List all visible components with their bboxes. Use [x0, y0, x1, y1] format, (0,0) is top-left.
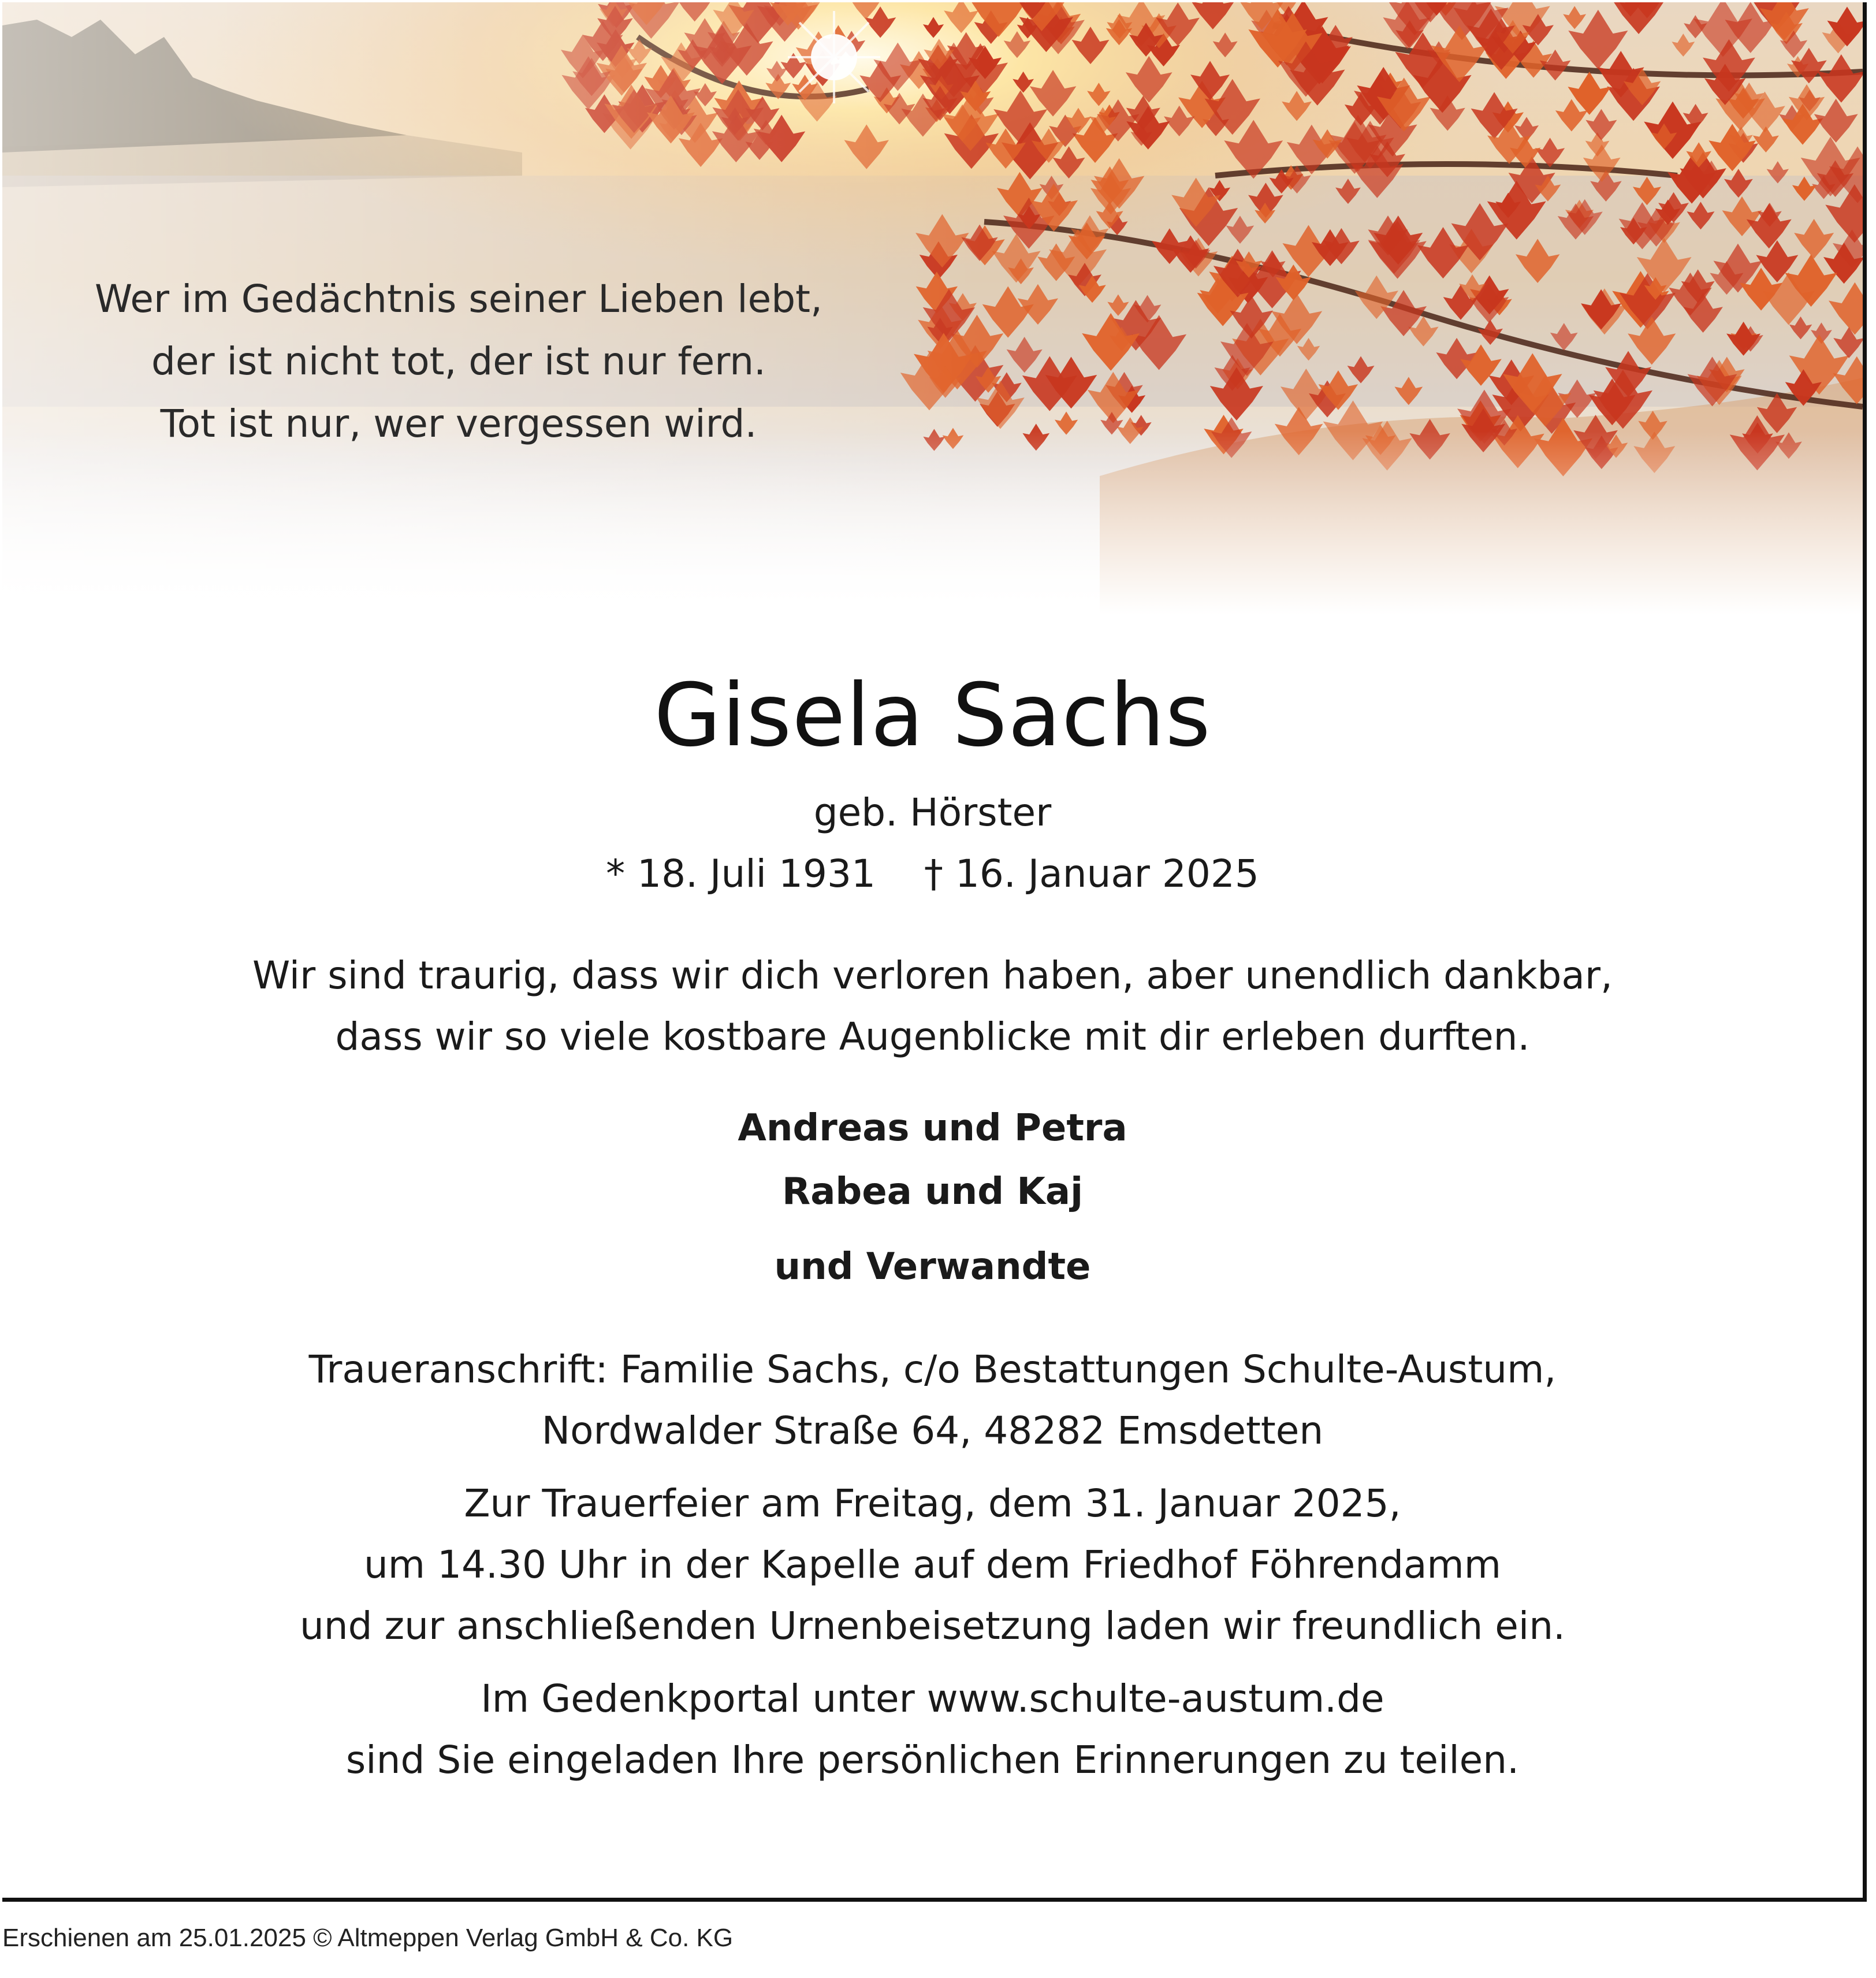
life-dates: * 18. Juli 1931 † 16. Januar 2025 — [606, 852, 1259, 896]
quote-line: Wer im Gedächtnis seiner Lieben lebt, — [95, 277, 822, 321]
message-line: Wir sind traurig, dass wir dich verloren haben, aber unendlich dankbar, — [252, 953, 1613, 998]
mourner-name: Rabea und Kaj — [781, 1170, 1084, 1213]
quote-line: Tot ist nur, wer vergessen wird. — [160, 401, 757, 446]
header-image — [2, 2, 1863, 615]
portal-line: sind Sie eingeladen Ihre persönlichen Erinnerungen zu teilen. — [345, 1738, 1520, 1782]
ceremony-line: und zur anschließenden Urnenbeisetzung laden wir freundlich ein. — [299, 1604, 1566, 1648]
memorial-quote — [2, 268, 915, 455]
birth-name: geb. Hörster — [813, 790, 1052, 835]
mourner-relatives: und Verwandte — [774, 1245, 1091, 1288]
quote-line: der ist nicht tot, der ist nur fern. — [151, 339, 766, 384]
deceased-name: Gisela Sachs — [654, 665, 1211, 766]
ceremony-line: um 14.30 Uhr in der Kapelle auf dem Friedhof Föhrendamm — [363, 1542, 1502, 1587]
publication-credit: Erschienen am 25.01.2025 © Altmeppen Verlag GmbH & Co. KG — [2, 1924, 734, 1952]
portal-line: Im Gedenkportal unter www.schulte-austum.de — [481, 1676, 1384, 1721]
address-line: Traueranschrift: Familie Sachs, c/o Bestattungen Schulte-Austum, — [308, 1347, 1557, 1392]
notice-body — [2, 661, 1863, 1791]
message-line: dass wir so viele kostbare Augenblicke mit dir erleben durften. — [335, 1014, 1530, 1059]
obituary-notice — [2, 2, 1867, 1902]
address-line: Nordwalder Straße 64, 48282 Emsdetten — [541, 1408, 1324, 1453]
ceremony-line: Zur Trauerfeier am Freitag, dem 31. Januar 2025, — [464, 1481, 1401, 1526]
mourner-name: Andreas und Petra — [738, 1107, 1127, 1150]
